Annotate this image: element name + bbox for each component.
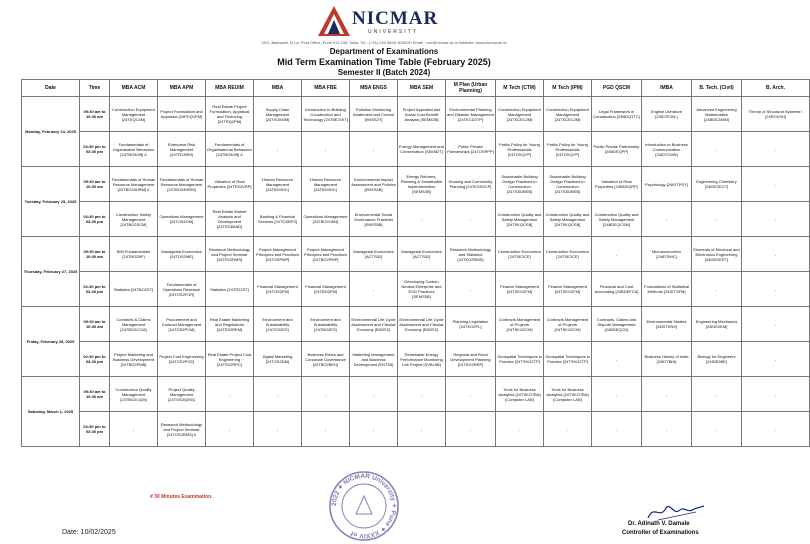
university-label: UNIVERSITY (368, 29, 419, 35)
column-header: B. Arch. (742, 80, 810, 97)
department-title: Department of Examinations (329, 47, 439, 56)
course-cell: Banking & Financial Services [24TOSBFS] (254, 202, 302, 237)
course-cell: Project Cost Engineering [24TOS2PCE] (158, 342, 206, 377)
course-cell: Housing and Community Planning [24TKSH2CP] (446, 167, 496, 202)
course-cell: Enterprise Risk Management [24TR13RM] (158, 132, 206, 167)
course-cell: - (350, 132, 398, 167)
course-cell: - (254, 377, 302, 412)
course-cell: Environmental Social Governance Practices [ENSS5B] (350, 202, 398, 237)
course-cell: Fundamentals of Human Resource Management [24TBO34HRM] (158, 167, 206, 202)
course-cell: Project Formulation and Appraisal [24PDQ1PM] (158, 97, 206, 132)
column-header: B. Tech. (Civil) (692, 80, 742, 97)
date-cell: Saturday, March 1, 2025 (22, 377, 80, 447)
table-row (22, 412, 810, 447)
course-cell: Microeconomics [24IDTMIC] (642, 237, 692, 272)
course-cell: - (446, 377, 496, 412)
course-cell: Financial Management [24TOS2FM] (254, 272, 302, 307)
table-row (22, 132, 810, 167)
course-cell: Construction Quality Management [24TBO2CQM] (110, 377, 158, 412)
course-cell: Environmental Studies [24IDTENV] (642, 307, 692, 342)
course-cell: - (742, 342, 810, 377)
course-cell: - (302, 377, 350, 412)
course-cell: Real Estate Marketing and Regulations [24TR22REM] (206, 307, 254, 342)
course-cell: Human Resource Management [24TBO4HC] (302, 167, 350, 202)
course-cell: - (398, 202, 446, 237)
course-cell: Business History of India [24IDTBHI] (642, 342, 692, 377)
header-row (22, 80, 810, 97)
course-cell: Psychology [24IDTPSY] (642, 167, 692, 202)
course-cell: Environmental Planning and Disaster Management [24TKCD2TP] (446, 97, 496, 132)
timetable-body (22, 97, 810, 447)
course-cell: Pollution Monitoring Abatement and Control [ENSS2T] (350, 97, 398, 132)
course-cell: Operations Management [24TOS2OM] (158, 202, 206, 237)
course-cell: Public Policy for Young Professionals [24TOSQYP] (544, 132, 592, 167)
course-cell: Elements of Electrical and Electronics Engineering [24IDE2EET] (692, 237, 742, 272)
course-cell: Valuation of Real Properties [24BDEQRP] (592, 167, 642, 202)
course-cell: - (350, 272, 398, 307)
course-cell: - (742, 237, 810, 272)
time-cell: 09:30 am to 10:30 am (80, 377, 110, 412)
table-row (22, 377, 810, 412)
column-header: Time (80, 80, 110, 97)
semester-subtitle: Semester II (Batch 2024) (337, 68, 431, 77)
course-cell: - (692, 412, 742, 447)
course-cell: Fundamentals of Human Resource Management [24TBO34HRM] # (110, 167, 158, 202)
course-cell: Business Ethics and Corporate Governance [24TBO2BEG] (302, 342, 350, 377)
course-cell: Contracts Management of Projects [24TSKO2CM] (496, 307, 544, 342)
course-cell: - (302, 132, 350, 167)
course-cell: Contracts & Claims Management [24TBO2CCM] (110, 307, 158, 342)
course-cell: Tools for Business Analytics [24TSKO7BA] (Computer LAB) (496, 377, 544, 412)
course-cell: Introduction to Business Communication [24IDTCMN] (642, 132, 692, 167)
table-row (22, 342, 810, 377)
course-cell: - (254, 132, 302, 167)
course-cell: - (302, 412, 350, 447)
time-cell: 09:30 am to 10:30 am (80, 237, 110, 272)
column-header: MBA FBE (302, 80, 350, 97)
course-cell: Marketing Management and Business Development [ENTS5] (350, 342, 398, 377)
table-row (22, 307, 810, 342)
column-header: M Tech (CTM) (496, 80, 544, 97)
course-cell: Foundations of Statistical Methods [24IDTSFM] (642, 272, 692, 307)
stamp-text: 2022 ✦ NICMAR University ✦ Pune ✦ XXXIV of (330, 472, 398, 540)
date-cell: Friday, February 28, 2025 (22, 307, 80, 377)
course-cell: - (350, 412, 398, 447)
course-cell: - (742, 132, 810, 167)
course-cell: Environment and Sustainability [24TBO2ES] (302, 307, 350, 342)
course-cell: Public Private Partnership [24BDEQPP] (592, 132, 642, 167)
course-cell: - (446, 202, 496, 237)
course-cell: Regional and Rural Development Planning [24TKO2RRP] (446, 342, 496, 377)
course-cell: Introduction to Building Construction and Technology [24TIBCSKT] (302, 97, 350, 132)
signatory-role: Controller of Examinations (622, 530, 699, 536)
course-cell: Research Methodology and Project Seminar [24TOS2RMS] # (158, 412, 206, 447)
university-stamp-icon (326, 468, 402, 544)
course-cell: Research Methodology and Project Seminar [24TR22RMS] (206, 237, 254, 272)
course-cell: - (642, 377, 692, 412)
course-cell: Operations Management [24TBO2OM4] (302, 202, 350, 237)
column-header: M Tech (IPM) (544, 80, 592, 97)
course-cell: Real Estate Market Analysis and Development [24TR23MAD] (206, 202, 254, 237)
column-header: IMBA (642, 80, 692, 97)
course-cell: Managerial Economics [ACTS52] (398, 237, 446, 272)
date-cell: Monday, February 24, 2025 (22, 97, 80, 167)
course-cell: Biology for Engineers [24IDE2BE] (692, 342, 742, 377)
course-cell: - (742, 412, 810, 447)
course-cell: - (446, 412, 496, 447)
column-header: PGD QSCM (592, 80, 642, 97)
table-row (22, 237, 810, 272)
course-cell: Construction Equipment Management [24TSCEC2M] (496, 97, 544, 132)
course-cell: - (446, 272, 496, 307)
course-cell: Project Appraisal and Social Cost Benefit Analysis [SEM52B] (398, 97, 446, 132)
time-cell: 02:30 pm to 03:30 pm (80, 272, 110, 307)
address-line: 25/1, Balewadi, N.I.A. Post Office, Pune 411 045, India. Tel : (+91) 020 6600 9000/20 Email : coe@nicmar.ac.in Website: www.nicmar.ac.in (261, 40, 507, 45)
course-cell: Statistics [24TBO2ST] (110, 272, 158, 307)
exam-duration-note: # 30 Minutes Examination. (150, 494, 213, 500)
course-cell: Valuation of Real Properties [24TR22VRP] (206, 167, 254, 202)
course-cell: Construction Safety Management [24TBO2SCM] (110, 202, 158, 237)
time-cell: 02:30 pm to 03:30 pm (80, 132, 110, 167)
course-cell: - (692, 132, 742, 167)
course-cell: Supply Chain Management [24TSGM2M] (254, 97, 302, 132)
course-cell: - (642, 412, 692, 447)
course-cell: Managerial Economics [ACTS52] (350, 237, 398, 272)
course-cell: Public Policy for Young Professionals [24TOSQYP] (496, 132, 544, 167)
column-header: MBA APM (158, 80, 206, 97)
course-cell: Real Estate Project Cost Engineering [24TR22RPC] (206, 342, 254, 377)
signatory-name: Dr. Adinath V. Damale (628, 521, 690, 527)
course-cell: - (110, 412, 158, 447)
course-cell: Managerial Economics [24TOS2ME] (158, 237, 206, 272)
course-cell: - (592, 342, 642, 377)
issue-date: Date: 10/02/2025 (62, 529, 116, 536)
column-header: MBA ENGS (350, 80, 398, 97)
time-cell: 09:30 am to 10:30 am (80, 97, 110, 132)
course-cell: Fundamentals of Organisational Behaviour [24TBO3OB] # (206, 132, 254, 167)
course-cell: Real Estate Project Formulation, Appraisal and Financing [24TRQ2PM] (206, 97, 254, 132)
course-cell: - (398, 412, 446, 447)
course-cell: Procurement and Contract Management [24TOS2PCM] (158, 307, 206, 342)
course-cell: Energy Management and Conservation [SEM52T] (398, 132, 446, 167)
course-cell: Research Methodology and Statistics [24TKO2RMS] (446, 237, 496, 272)
time-cell: 09:30 am to 10:30 am (80, 167, 110, 202)
course-cell: Human Resource Management [24TBO4HC] (254, 167, 302, 202)
course-cell: Construction Equipment Management [24TEQC4M] (110, 97, 158, 132)
course-cell: Planning Legislation [24TKO2PL] (446, 307, 496, 342)
course-cell: Environmental Impact Assessment and Policies [ENSS4B] (350, 167, 398, 202)
course-cell: Geospatial Techniques in Practice [24TSKO2TP] (496, 342, 544, 377)
course-cell: Advanced Engineering Mathematics [24BDE245M] (692, 97, 742, 132)
course-cell: Theory of Structural Systems I [24RCKSH] (742, 97, 810, 132)
column-header: MBA SEM (398, 80, 446, 97)
course-cell: Statistics [24TR22ST] (206, 272, 254, 307)
course-cell: Engineering Chemistry [24IDE2ECT] (692, 167, 742, 202)
time-cell: 02:30 pm to 03:30 pm (80, 202, 110, 237)
date-cell: Thursday, February 27, 2025 (22, 237, 80, 307)
course-cell: - (398, 377, 446, 412)
time-cell: 09:30 am to 10:30 am (80, 307, 110, 342)
course-cell: - (254, 412, 302, 447)
course-cell: Finance Management [24TSKO2FM] (496, 272, 544, 307)
course-cell: Construction Economics [24TSE2CE] (496, 237, 544, 272)
course-cell: - (642, 202, 692, 237)
table-row (22, 272, 810, 307)
table-row (22, 202, 810, 237)
course-cell: Contracts Management of Projects [24TSKO2CM] (544, 307, 592, 342)
course-cell: - (544, 412, 592, 447)
course-cell: - (692, 202, 742, 237)
course-cell: Construction Quality and Safety Management [24TSKQCSB] (496, 202, 544, 237)
column-header: MBA (254, 80, 302, 97)
column-header: MBA ACM (110, 80, 158, 97)
course-cell: Sustainable Building Design Practices in Construction [24TSSDBEB] (496, 167, 544, 202)
column-header: Date (22, 80, 80, 97)
course-cell: Project Quality Management [24TOS2QMG] (158, 377, 206, 412)
page-title: Mid Term Examination Time Table (February 2025) (277, 57, 491, 67)
column-header: MBA REUIM (206, 80, 254, 97)
course-cell: - (742, 377, 810, 412)
course-cell: Legal Framework in Construction [24BDQ1TC] (592, 97, 642, 132)
course-cell: Construction Quality and Safety Management [24TSKQCSB] (544, 202, 592, 237)
course-cell: Project Marketing and Business Development [24TBO2PMB] (110, 342, 158, 377)
date-cell: Tuesday, February 25, 2025 (22, 167, 80, 237)
table-row (22, 167, 810, 202)
course-cell: Construction Economics [24TSE2CE] (544, 237, 592, 272)
course-cell: - (592, 412, 642, 447)
course-cell: BIM Fundamentals [24TBO2BF] (110, 237, 158, 272)
course-cell: Construction Equipment Management [24TSCEC2M] (544, 97, 592, 132)
course-cell: - (742, 272, 810, 307)
course-cell: Public Private Partnerships [24TOSPPP] (446, 132, 496, 167)
course-cell: Construction Quality and Safety Management [24BDEQCSM] (592, 202, 642, 237)
course-cell: - (206, 412, 254, 447)
course-cell: Financial Management [24TBO2FM] (302, 272, 350, 307)
time-cell: 02:30 pm to 03:30 pm (80, 412, 110, 447)
course-cell: - (206, 377, 254, 412)
course-cell: Environmental Life Cycle Assessment and Circular Economy [ENSS2] (350, 307, 398, 342)
course-cell: Environment and Sustainability [24TOS2ES] (254, 307, 302, 342)
time-cell: 02:30 pm to 03:30 pm (80, 342, 110, 377)
course-cell: - (742, 307, 810, 342)
table-row (22, 97, 810, 132)
course-cell: Contracts, Claims and Dispute Management [24BDEQCD] (592, 307, 642, 342)
course-cell: Tools for Business Analytics [24TSKO7BA] (Computer LAB) (544, 377, 592, 412)
course-cell: Energy Reforms, Planning & Sustainable Implementation [SEMS4B] (398, 167, 446, 202)
course-cell: - (496, 412, 544, 447)
timetable (21, 79, 810, 447)
course-cell: - (692, 377, 742, 412)
course-cell: Environmental Life Cycle Assessment and Circular Economy [ENSS2] (398, 307, 446, 342)
column-header: M Plan (Urban Planning) (446, 80, 496, 97)
course-cell: - (592, 377, 642, 412)
course-cell: Fundamentals of Organisation Behaviour [24TBO3OB] # (110, 132, 158, 167)
course-cell: English Literature [24IDTE25L] (642, 97, 692, 132)
course-cell: Sustainable Building Design Practices in Construction [24TSSDBEB] (544, 167, 592, 202)
course-cell: Geospatial Techniques in Practice [24TSKO2TP] (544, 342, 592, 377)
course-cell: - (692, 272, 742, 307)
course-cell: - (592, 237, 642, 272)
course-cell: Engineering Mechanics [24IDE2EM] (692, 307, 742, 342)
course-cell: Renewable Energy Performance Monitoring Lab Project [SVBL5B] (398, 342, 446, 377)
course-cell: - (350, 377, 398, 412)
nicmar-logo-icon (316, 4, 352, 40)
course-cell: - (742, 167, 810, 202)
institution-name: NICMAR (352, 8, 439, 29)
course-cell: Financial and Cost Accounting [24BDEFCA] (592, 272, 642, 307)
course-cell: Project Management Principles and Practices [24TOSPMP] (254, 237, 302, 272)
course-cell: Digital Marketing [24TOS2DM] (254, 342, 302, 377)
course-cell: Developing Carbon Neutral Enterprise and ESG Practices [SEMS5B] (398, 272, 446, 307)
course-cell: - (742, 202, 810, 237)
course-cell: Fundamentals of Operations Research [24TOS2FOR] (158, 272, 206, 307)
course-cell: Finance Management [24TSKO2FM] (544, 272, 592, 307)
course-cell: Project Management Principles and Practices [24TBO2PMP] (302, 237, 350, 272)
